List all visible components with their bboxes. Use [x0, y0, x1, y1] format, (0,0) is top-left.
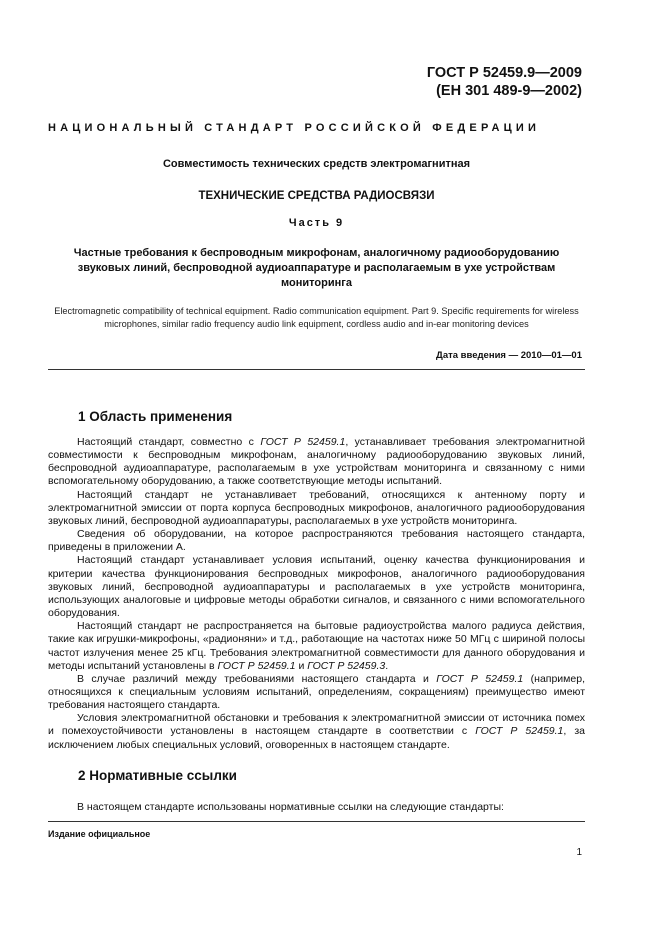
national-standard-banner: НАЦИОНАЛЬНЫЙ СТАНДАРТ РОССИЙСКОЙ ФЕДЕРАЦИИ	[48, 122, 541, 134]
title-line-2: ТЕХНИЧЕСКИЕ СРЕДСТВА РАДИОСВЯЗИ	[198, 190, 435, 202]
standard-number: ГОСТ Р 52459.9—2009	[426, 65, 582, 81]
paragraph: Условия электромагнитной обстановки и требования к электромагнитной эмиссии от источника помех и помехоустойчивости установлены в настоящем стандарте в соответствии с ГОСТ Р 52459.1, за исключением любых специальных условий, оговоренных в настоящем стандарте.	[48, 712, 585, 751]
section-1-body	[48, 436, 585, 752]
standard-number-block	[427, 64, 582, 100]
edition-note: Издание официальное	[48, 829, 151, 839]
page-number: 1	[576, 847, 582, 858]
paragraph: В настоящем стандарте использованы нормативные ссылки на следующие стандарты:	[77, 801, 504, 813]
paragraph: Сведения об оборудовании, на которое распространяются требования настоящего стандарта, приведены в приложении А.	[48, 528, 585, 554]
footer-divider	[48, 821, 585, 822]
reference-link: ГОСТ Р 52459.3	[307, 659, 386, 672]
title-line-1: Совместимость технических средств электромагнитная	[162, 158, 471, 170]
paragraph: Настоящий стандарт не распространяется на бытовые радиоустройства малого радиуса действия, такие как игрушки-микрофоны, «радионяни» и т.д., работающие на частотах ниже 50 МГц с шириной полосы частот излучения менее 25 кГц. Требования электромагнитной совместимости для данного оборудования и методы испытаний установлены в ГОСТ Р 52459.1 и ГОСТ Р 52459.3.	[48, 620, 585, 672]
intro-date: Дата введения — 2010—01—01	[436, 350, 582, 361]
reference-link: ГОСТ Р 52459.1	[217, 659, 296, 672]
section-2-body	[48, 801, 585, 814]
paragraph: Настоящий стандарт устанавливает условия испытаний, оценку качества функционирования и критерии качества функционирования беспроводных микрофонов, аналогичного радиооборудования звуковых линий, беспроводной аудиоаппаратуры и располагаемых в ухе устройств мониторинга, использующих аналоговые и цифровые методы обработки сигналов, и связанного с ними вспомогательного оборудования.	[48, 554, 585, 620]
en-equivalent: (ЕН 301 489-9—2002)	[436, 83, 582, 99]
reference-link: ГОСТ Р 52459.1	[436, 672, 524, 685]
english-title: Electromagnetic compatibility of technical equipment. Radio communication equipment. Part 9. Specific requirements for wireless microphones, similar radio frequency audio link equipment, cordless audio and in-ear monitoring devices	[54, 306, 579, 329]
part-label: Часть 9	[288, 217, 345, 229]
section-2-heading: 2 Нормативные ссылки	[78, 768, 237, 783]
title-subtitle: Частные требования к беспроводным микрофонам, аналогичному радиооборудованию звуковых линий, беспроводной аудиоаппаратуре и располагаемым в ухе устройствам мониторинга	[73, 247, 560, 289]
paragraph: Настоящий стандарт, совместно с ГОСТ Р 52459.1, устанавливает требования электромагнитной совместимости к беспроводным микрофонам, аналогичному радиооборудованию звуковых линий, беспроводной аудиоаппаратуре, располагаемым в ухе устройствам мониторинга и связанному с ними вспомогательному оборудованию, а также соответствующие методы испытаний.	[48, 436, 585, 488]
paragraph: Настоящий стандарт не устанавливает требований, относящихся к антенному порту и электромагнитной эмиссии от порта корпуса беспроводных микрофонов, аналогичного радиооборудования звуковых линий, беспроводной аудиоаппаратуры, располагаемых в ухе устройств мониторинга.	[48, 488, 585, 527]
reference-link: ГОСТ Р 52459.1	[475, 725, 564, 738]
paragraph: В случае различий между требованиями настоящего стандарта и ГОСТ Р 52459.1 (например, относящихся к специальным условиям испытаний, определениям, сокращениям) преимущество имеют требования настоящего стандарта.	[48, 672, 585, 712]
section-1-heading: 1 Область применения	[78, 409, 233, 424]
reference-link: ГОСТ Р 52459.1	[260, 436, 346, 448]
divider	[48, 369, 585, 370]
